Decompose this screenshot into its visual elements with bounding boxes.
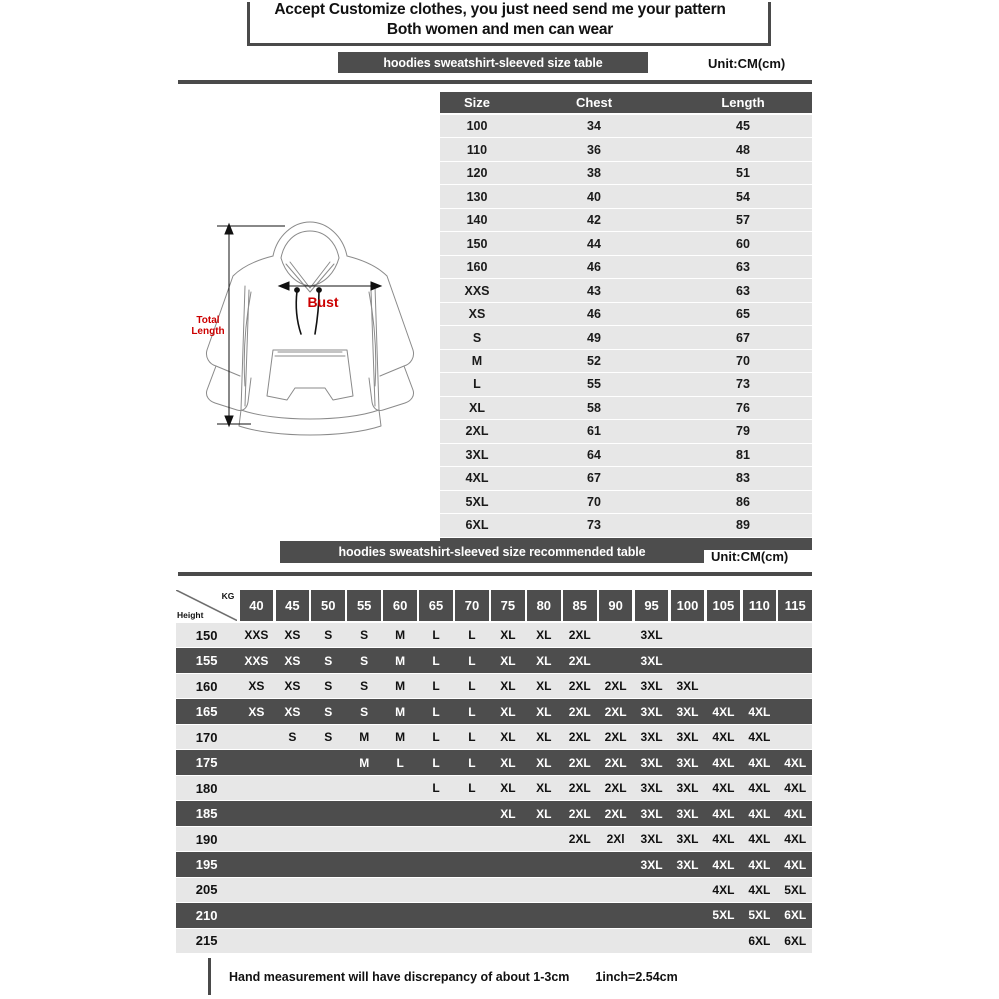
size-cell-length: 48 [736,142,750,157]
recommended-divider-rule [178,572,812,576]
size-cell-length: 57 [736,213,750,228]
size-recommendation-cell: 3XL [640,781,663,796]
size-cell-size: 3XL [465,447,489,462]
size-cell-chest: 55 [587,377,601,392]
size-recommendation-cell: XXS [244,628,269,643]
axis-label-height: Height [177,610,204,620]
size-recommendation-cell: S [324,730,333,745]
size-recommendation-cell: M [395,704,406,719]
height-header-cell: 170 [195,729,218,745]
size-recommendation-cell: XL [536,628,552,643]
size-cell-chest: 49 [587,330,601,345]
size-cell-length: 89 [736,518,750,533]
size-recommendation-cell: XL [536,704,552,719]
size-recommendation-cell: XL [500,704,516,719]
weight-header-cell: 105 [707,590,741,621]
recommended-table [176,590,812,954]
recommended-row [176,776,812,800]
size-recommendation-cell: 2XL [568,704,591,719]
size-recommendation-cell: 3XL [640,730,663,745]
weight-header-cell: 60 [383,590,417,621]
height-header-cell: 195 [195,857,218,872]
weight-header-cell: 110 [743,590,777,621]
size-recommendation-cell: 4XL [748,755,771,770]
total-length-label-line2: Length [191,326,225,337]
size-table [440,92,812,550]
recommended-row [176,674,812,698]
footer-note [211,970,678,984]
weight-header-cell: 85 [563,590,597,621]
size-recommendation-cell: XL [536,806,552,821]
size-cell-chest: 52 [587,353,601,368]
size-cell-chest: 34 [587,119,601,134]
size-cell-length: 45 [736,119,750,134]
size-cell-length: 73 [736,377,750,392]
bust-dimension [279,282,381,290]
size-recommendation-cell: XL [536,755,552,770]
table-row [440,232,812,254]
size-recommendation-cell: 2XL [604,806,627,821]
size-table-title: hoodies sweatshirt-sleeved size table [338,52,648,73]
size-recommendation-cell: XL [500,679,516,694]
size-recommendation-cell: 2XL [568,628,591,643]
recommended-row [176,878,812,902]
size-cell-size: 130 [466,189,488,204]
size-recommendation-cell: 4XL [712,704,735,719]
recommended-table-title: hoodies sweatshirt-sleeved size recommended table [280,541,704,563]
table-row [440,209,812,231]
size-recommendation-cell: 3XL [676,806,699,821]
size-recommendation-cell: 4XL [748,730,771,745]
footer-note-text: Hand measurement will have discrepancy of about 1-3cm [229,969,570,984]
size-recommendation-cell: S [324,679,333,694]
size-recommendation-cell: M [395,653,406,668]
weight-header-cell: 75 [491,590,525,621]
size-cell-chest: 38 [587,166,601,181]
table-row [440,303,812,325]
size-recommendation-cell: M [359,730,370,745]
axis-corner-cell [176,590,237,621]
size-recommendation-cell: L [468,628,476,643]
size-cell-chest: 43 [587,283,601,298]
size-cell-length: 60 [736,236,750,251]
size-recommendation-cell: 3XL [640,704,663,719]
size-recommendation-cell: 4XL [748,704,771,719]
headline-line-2: Both women and men can wear [386,21,614,38]
column-header-size: Size [463,95,490,110]
height-header-cell: 190 [195,831,218,847]
size-recommendation-cell: 5XL [784,882,807,897]
table-row [440,256,812,278]
size-cell-size: S [472,330,482,345]
size-recommendation-cell: XXS [244,653,269,668]
size-recommendation-cell: XS [284,628,301,643]
height-header-cell: 185 [195,806,218,822]
recommended-row [176,852,812,876]
size-recommendation-cell: 3XL [640,806,663,821]
table-row [440,373,812,395]
size-cell-size: 150 [466,236,488,251]
size-recommendation-cell: 4XL [748,882,771,897]
size-recommendation-cell: L [468,755,476,770]
height-header-cell: 180 [195,780,218,796]
size-recommendation-cell: 2Xl [606,832,625,847]
size-cell-size: 160 [466,260,488,275]
size-cell-size: 5XL [465,494,489,509]
size-recommendation-cell: 3XL [676,730,699,745]
size-recommendation-cell: 2XL [568,781,591,796]
size-recommendation-cell: 6XL [748,933,771,948]
size-cell-size: 140 [466,213,488,228]
size-recommendation-cell: 4XL [784,781,807,796]
size-table-header-row [440,92,812,113]
size-recommendation-cell: 3XL [676,679,699,694]
size-cell-chest: 73 [587,518,601,533]
footer-conversion-text: 1inch=2.54cm [595,969,678,984]
size-recommendation-cell: S [324,704,333,719]
table-row [440,279,812,301]
size-recommendation-cell: 3XL [676,781,699,796]
size-recommendation-cell: L [468,781,476,796]
size-recommendation-cell: XL [536,679,552,694]
size-recommendation-cell: XL [500,628,516,643]
size-recommendation-cell: 3XL [640,679,663,694]
size-recommendation-cell: XL [500,653,516,668]
size-cell-size: XS [468,307,486,322]
size-cell-chest: 70 [587,494,601,509]
recommended-row [176,623,812,647]
weight-header-cell: 70 [455,590,489,621]
size-recommendation-cell: 4XL [784,832,807,847]
table-row [440,115,812,137]
size-cell-size: 4XL [465,471,489,486]
size-recommendation-cell: L [468,679,476,694]
size-recommendation-cell: M [395,628,406,643]
size-recommendation-cell: 2XL [568,832,591,847]
weight-header-cell: 40 [240,590,274,621]
size-cell-length: 63 [736,283,750,298]
size-cell-length: 67 [736,330,750,345]
size-recommendation-cell: 2XL [604,704,627,719]
size-recommendation-cell: XL [500,781,516,796]
size-recommendation-cell: XS [284,704,301,719]
size-recommendation-cell: 3XL [640,653,663,668]
size-table-unit: Unit:CM(cm) [708,56,786,71]
size-recommendation-cell: 2XL [568,806,591,821]
weight-header-cell: 95 [635,590,669,621]
recommended-row [176,750,812,774]
size-recommendation-cell: 2XL [568,679,591,694]
table-row [440,420,812,442]
size-recommendation-cell: L [432,730,440,745]
size-recommendation-cell: 2XL [604,679,627,694]
size-cell-chest: 58 [587,400,601,415]
size-recommendation-cell: 3XL [676,857,699,872]
weight-header-cell: 100 [671,590,705,621]
size-recommendation-cell: 3XL [640,832,663,847]
size-recommendation-cell: 3XL [640,857,663,872]
weight-header-cell: 45 [276,590,310,621]
size-recommendation-cell: 4XL [748,806,771,821]
height-header-cell: 155 [195,653,218,669]
table-row [440,138,812,160]
size-recommendation-cell: XL [536,730,552,745]
table-row [440,185,812,207]
size-recommendation-cell: 2XL [568,755,591,770]
size-recommendation-cell: S [360,679,369,694]
size-cell-length: 81 [736,447,750,462]
bust-label: Bust [307,294,339,310]
weight-header-cell: 55 [347,590,381,621]
size-recommendation-cell: 2XL [604,730,627,745]
size-cell-size: 120 [466,166,488,181]
table-row [440,491,812,513]
size-cell-size: 2XL [465,424,489,439]
recommended-row [176,725,812,749]
recommended-row [176,903,812,927]
table-row [440,397,812,419]
size-recommendation-cell: 4XL [748,781,771,796]
size-recommendation-cell: S [324,653,333,668]
total-length-label-line1: Total [196,315,220,326]
size-recommendation-cell: 3XL [640,628,663,643]
weight-header-cell: 65 [419,590,453,621]
size-recommendation-cell: XL [500,755,516,770]
size-recommendation-cell: 4XL [712,730,735,745]
size-cell-chest: 44 [587,236,601,251]
table-row [440,467,812,489]
weight-header-cell: 80 [527,590,561,621]
size-cell-length: 83 [736,471,750,486]
weight-header-cell: 115 [778,590,812,621]
size-recommendation-cell: XL [536,781,552,796]
size-cell-size: M [471,353,483,368]
table-row [440,444,812,466]
size-recommendation-cell: 4XL [784,755,807,770]
size-cell-chest: 67 [587,471,601,486]
size-cell-size: XXS [464,283,490,298]
size-cell-chest: 46 [587,260,601,275]
size-cell-length: 54 [736,189,750,204]
size-recommendation-cell: 2XL [568,730,591,745]
size-cell-length: 63 [736,260,750,275]
size-recommendation-cell: 3XL [640,755,663,770]
size-recommendation-cell: 2XL [568,653,591,668]
size-recommendation-cell: 5XL [748,908,771,923]
size-recommendation-cell: 6XL [784,908,807,923]
size-recommendation-cell: 2XL [604,781,627,796]
size-recommendation-cell: 3XL [676,704,699,719]
recommended-row [176,801,812,825]
size-recommendation-cell: XS [248,679,265,694]
size-recommendation-cell: 4XL [748,832,771,847]
size-cell-chest: 61 [587,424,601,439]
table-row [440,326,812,348]
size-recommendation-cell: S [324,628,333,643]
axis-label-kg: KG [221,591,235,601]
size-recommendation-cell: 4XL [712,755,735,770]
size-cell-length: 86 [736,494,750,509]
size-recommendation-cell: 4XL [712,882,735,897]
size-recommendation-cell: 4XL [784,806,807,821]
size-cell-length: 51 [736,166,750,181]
recommended-header-row [176,590,812,621]
size-recommendation-cell: XS [284,653,301,668]
size-cell-chest: 46 [587,307,601,322]
size-recommendation-cell: 4XL [712,857,735,872]
size-recommendation-cell: 3XL [676,832,699,847]
headline-line-1: Accept Customize clothes, you just need send me your pattern [274,1,726,18]
size-cell-length: 65 [736,307,750,322]
size-cell-size: 110 [466,142,488,157]
size-recommendation-cell: 4XL [712,806,735,821]
size-recommendation-cell: XS [248,704,265,719]
total-length-label [186,315,230,337]
height-header-cell: 175 [195,755,218,771]
height-header-cell: 150 [195,627,218,643]
recommended-table-body [176,623,812,953]
height-header-cell: 160 [195,678,218,694]
top-divider-rule [178,80,812,84]
weight-header-cell: 90 [599,590,633,621]
height-header-cell: 215 [195,933,218,949]
size-recommendation-cell: L [468,653,476,668]
size-recommendation-cell: L [468,730,476,745]
recommended-table-unit: Unit:CM(cm) [711,549,789,564]
size-cell-size: L [473,377,481,392]
size-cell-size: 100 [466,119,488,134]
size-cell-chest: 40 [587,189,601,204]
size-recommendation-cell: S [360,628,369,643]
size-recommendation-cell: L [396,755,404,770]
size-recommendation-cell: 3XL [676,755,699,770]
size-recommendation-cell: 6XL [784,933,807,948]
size-recommendation-cell: L [432,704,440,719]
size-recommendation-cell: L [432,628,440,643]
height-header-cell: 210 [195,907,218,923]
size-cell-size: 6XL [465,518,489,533]
size-recommendation-cell: M [359,755,370,770]
size-recommendation-cell: L [432,755,440,770]
column-header-length: Length [721,95,765,110]
size-recommendation-cell: XL [536,653,552,668]
size-recommendation-cell: 5XL [712,908,735,923]
size-table-body [440,115,812,537]
size-recommendation-cell: L [432,781,440,796]
size-recommendation-cell: L [432,679,440,694]
size-cell-size: XL [469,400,485,415]
recommended-row [176,827,812,851]
size-recommendation-cell: S [360,653,369,668]
size-recommendation-cell: S [288,730,297,745]
table-row [440,514,812,536]
size-cell-chest: 42 [587,213,601,228]
size-recommendation-cell: L [468,704,476,719]
size-cell-length: 70 [736,353,750,368]
size-recommendation-cell: XS [284,679,301,694]
size-cell-chest: 36 [587,142,601,157]
size-recommendation-cell: XL [500,806,516,821]
size-recommendation-cell: L [432,653,440,668]
size-cell-length: 76 [736,400,750,415]
table-row [440,162,812,184]
size-recommendation-cell: 4XL [712,781,735,796]
size-recommendation-cell: XL [500,730,516,745]
size-cell-length: 79 [736,424,750,439]
headline [180,0,820,40]
footer-note-box [208,958,812,995]
size-recommendation-cell: 4XL [784,857,807,872]
size-recommendation-cell: S [360,704,369,719]
size-cell-chest: 64 [587,447,601,462]
weight-header-cell: 50 [311,590,345,621]
height-header-cell: 205 [195,882,218,898]
size-recommendation-cell: M [395,730,406,745]
recommended-row [176,648,812,672]
size-recommendation-cell: 4XL [712,832,735,847]
column-header-chest: Chest [575,95,613,110]
height-header-cell: 165 [195,704,218,720]
size-recommendation-cell: 4XL [748,857,771,872]
table-row [440,350,812,372]
recommended-row [176,929,812,953]
recommended-row [176,699,812,723]
size-recommendation-cell: 2XL [604,755,627,770]
size-recommendation-cell: M [395,679,406,694]
